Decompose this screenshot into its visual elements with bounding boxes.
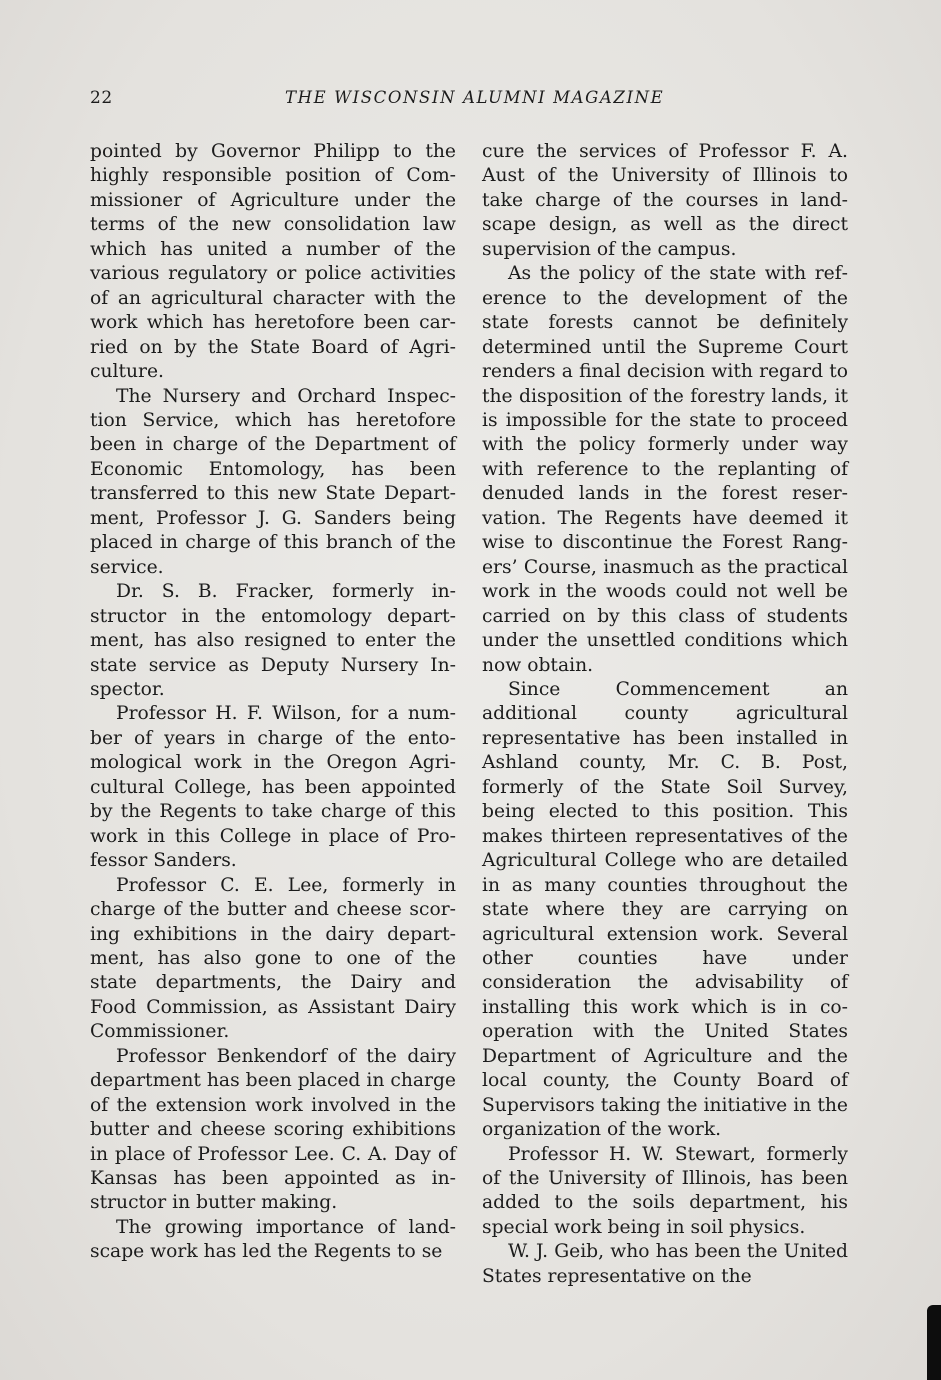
page-number: 22 xyxy=(90,88,113,108)
paragraph: The Nursery and Orchard Inspection Service, which has heretofore been in charge of the Department of Economic Entomology, has been transferred to this new State Department, Professor J. G. Sanders being placed in charge of this branch of the service. xyxy=(90,385,456,578)
page-header xyxy=(90,88,850,114)
paragraph: Professor H. F. Wilson, for a number of years in charge of the entomological work in the Oregon Agricultural College, has been appointed by the Regents to take charge of this work in this College in place of Professor Sanders. xyxy=(90,703,456,872)
left-column xyxy=(90,140,456,1265)
paragraph: Since Commencement an additional county agricultural representative has been installed in Ashland county, Mr. C. B. Post, formerly of the State Soil Survey, being elected to this position. This makes thirteen representatives of the Agricultural College who are detailed in as many counties throughout the state where they are carrying on agricultural extension work. Several other counties have under consideration the advisability of installing this work which is in co-operation with the United States Department of Agriculture and the local county, the County Board of Supervisors taking the initiative in the organization of the work. xyxy=(482,678,848,1141)
paragraph: W. J. Geib, who has been the United States representative on the xyxy=(482,1241,848,1287)
scan-edge-mark xyxy=(927,1305,941,1380)
paragraph: Professor C. E. Lee, formerly in charge of the butter and cheese scoring exhibitions in the dairy department, has also gone to one of the state departments, the Dairy and Food Commission, as Assistant Dairy Commissioner. xyxy=(90,874,456,1043)
right-column xyxy=(482,140,848,1289)
paragraph: The growing importance of landscape work has led the Regents to se xyxy=(90,1216,456,1263)
paragraph: pointed by Governor Philipp to the highly responsible position of Commissioner of Agriculture under the terms of the new consolidation law which has united a number of the various regulatory or police activities of an agricultural character with the work which has heretofore been carried on by the State Board of Agriculture. xyxy=(90,141,456,383)
paragraph: As the policy of the state with reference to the development of the state forests cannot be definitely determined until the Supreme Court renders a final decision with regard to the disposition of the forestry lands, it is impossible for the state to proceed with the policy formerly under way with reference to the replanting of denuded lands in the forest reservation. The Regents have deemed it wise to discontinue the Forest Rangers’ Course, inasmuch as the practical work in the woods could not well be carried on by this class of students under the unsettled conditions which now obtain. xyxy=(482,263,848,676)
paragraph: Professor H. W. Stewart, formerly of the University of Illinois, has been added to the soils department, his special work being in soil physics. xyxy=(482,1143,848,1238)
paragraph: Professor Benkendorf of the dairy department has been placed in charge of the extension work involved in the butter and cheese scoring exhibitions in place of Professor Lee. C. A. Day of Kansas has been appointed as instructor in butter making. xyxy=(90,1045,456,1214)
paragraph: cure the services of Professor F. A. Aust of the University of Illinois to take charge of the courses in landscape design, as well as the direct supervision of the campus. xyxy=(482,141,848,260)
paragraph: Dr. S. B. Fracker, formerly instructor in the entomology department, has also resigned to enter the state service as Deputy Nursery Inspector. xyxy=(90,581,456,700)
running-title: THE WISCONSIN ALUMNI MAGAZINE xyxy=(285,88,665,107)
